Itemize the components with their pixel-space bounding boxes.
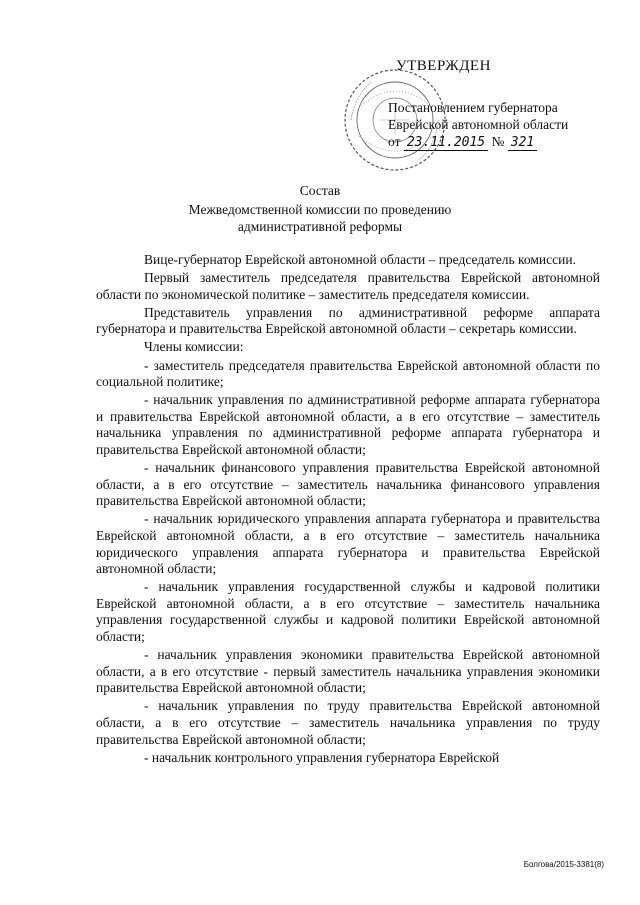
document-subtitle-line2: административной реформы — [237, 219, 403, 234]
approval-region-line: Еврейской автономной области — [388, 117, 569, 132]
paragraph-members-heading: Члены комиссии: — [144, 339, 244, 355]
paragraph-secretary: Представитель управления по административной реформе аппарата губернатора и правительства Еврейской автономной области – секретарь комиссии. — [96, 304, 600, 337]
paragraph-deputy-chairman: Первый заместитель председателя правительства Еврейской автономной области по экономической политике – заместитель председателя комиссии. — [96, 270, 600, 302]
approval-resolution-line: Постановлением губернатора — [388, 100, 558, 115]
approval-date: 23.11.2015 — [404, 135, 488, 151]
number-prefix: № — [491, 134, 505, 149]
document-subtitle-line1: Межведомственной комиссии по проведению — [188, 202, 452, 217]
member-item: - заместитель председателя правительства Еврейской автономной области по социальной политике; — [96, 357, 600, 390]
member-item: - начальник контрольного управления губернатора Еврейской — [144, 749, 500, 765]
member-item: - начальник финансового управления правительства Еврейской автономной области, а в его отсутствие – заместитель начальника финансового управления правительства Еврейской автономной области; — [96, 460, 600, 509]
document-footer-code: Болгова/2015-3381(8) — [523, 860, 604, 869]
date-prefix: от — [388, 134, 401, 149]
member-item: - начальник юридического управления аппарата губернатора и правительства Еврейской автономной области, а в его отсутствие – заместитель начальника юридического управления аппарата губернатора и правительства Еврейской автономной области; — [96, 511, 600, 577]
member-item: - начальник управления по труду правительства Еврейской автономной области, а в его отсутствие – заместитель начальника управления по труду правительства Еврейской автономной области; — [96, 698, 600, 747]
approval-title: УТВЕРЖДЕН — [396, 58, 491, 74]
member-item: - начальник управления экономики правительства Еврейской автономной области, а в его отсутствие - первый заместитель начальника управления экономики правительства Еврейской автономной области; — [96, 647, 600, 696]
member-item: - начальник управления государственной службы и кадровой политики Еврейской автономной области, а в его отсутствие – заместитель начальника управления государственной службы и кадровой политики Еврейской автономной области; — [96, 579, 600, 645]
document-body — [96, 252, 600, 768]
document-title: Состав — [299, 183, 341, 198]
approval-number: 321 — [508, 135, 537, 151]
member-item: - начальник управления по административной реформе аппарата губернатора и правительства Еврейской автономной области, а в его отсутствие – заместитель начальника управления по административной реформе аппарата губернатора и правительства Еврейской автономной области; — [96, 392, 600, 458]
approval-block — [388, 58, 628, 151]
paragraph-chairman: Вице-губернатор Еврейской автономной области – председатель комиссии. — [144, 252, 576, 267]
approval-date-row — [388, 133, 628, 151]
